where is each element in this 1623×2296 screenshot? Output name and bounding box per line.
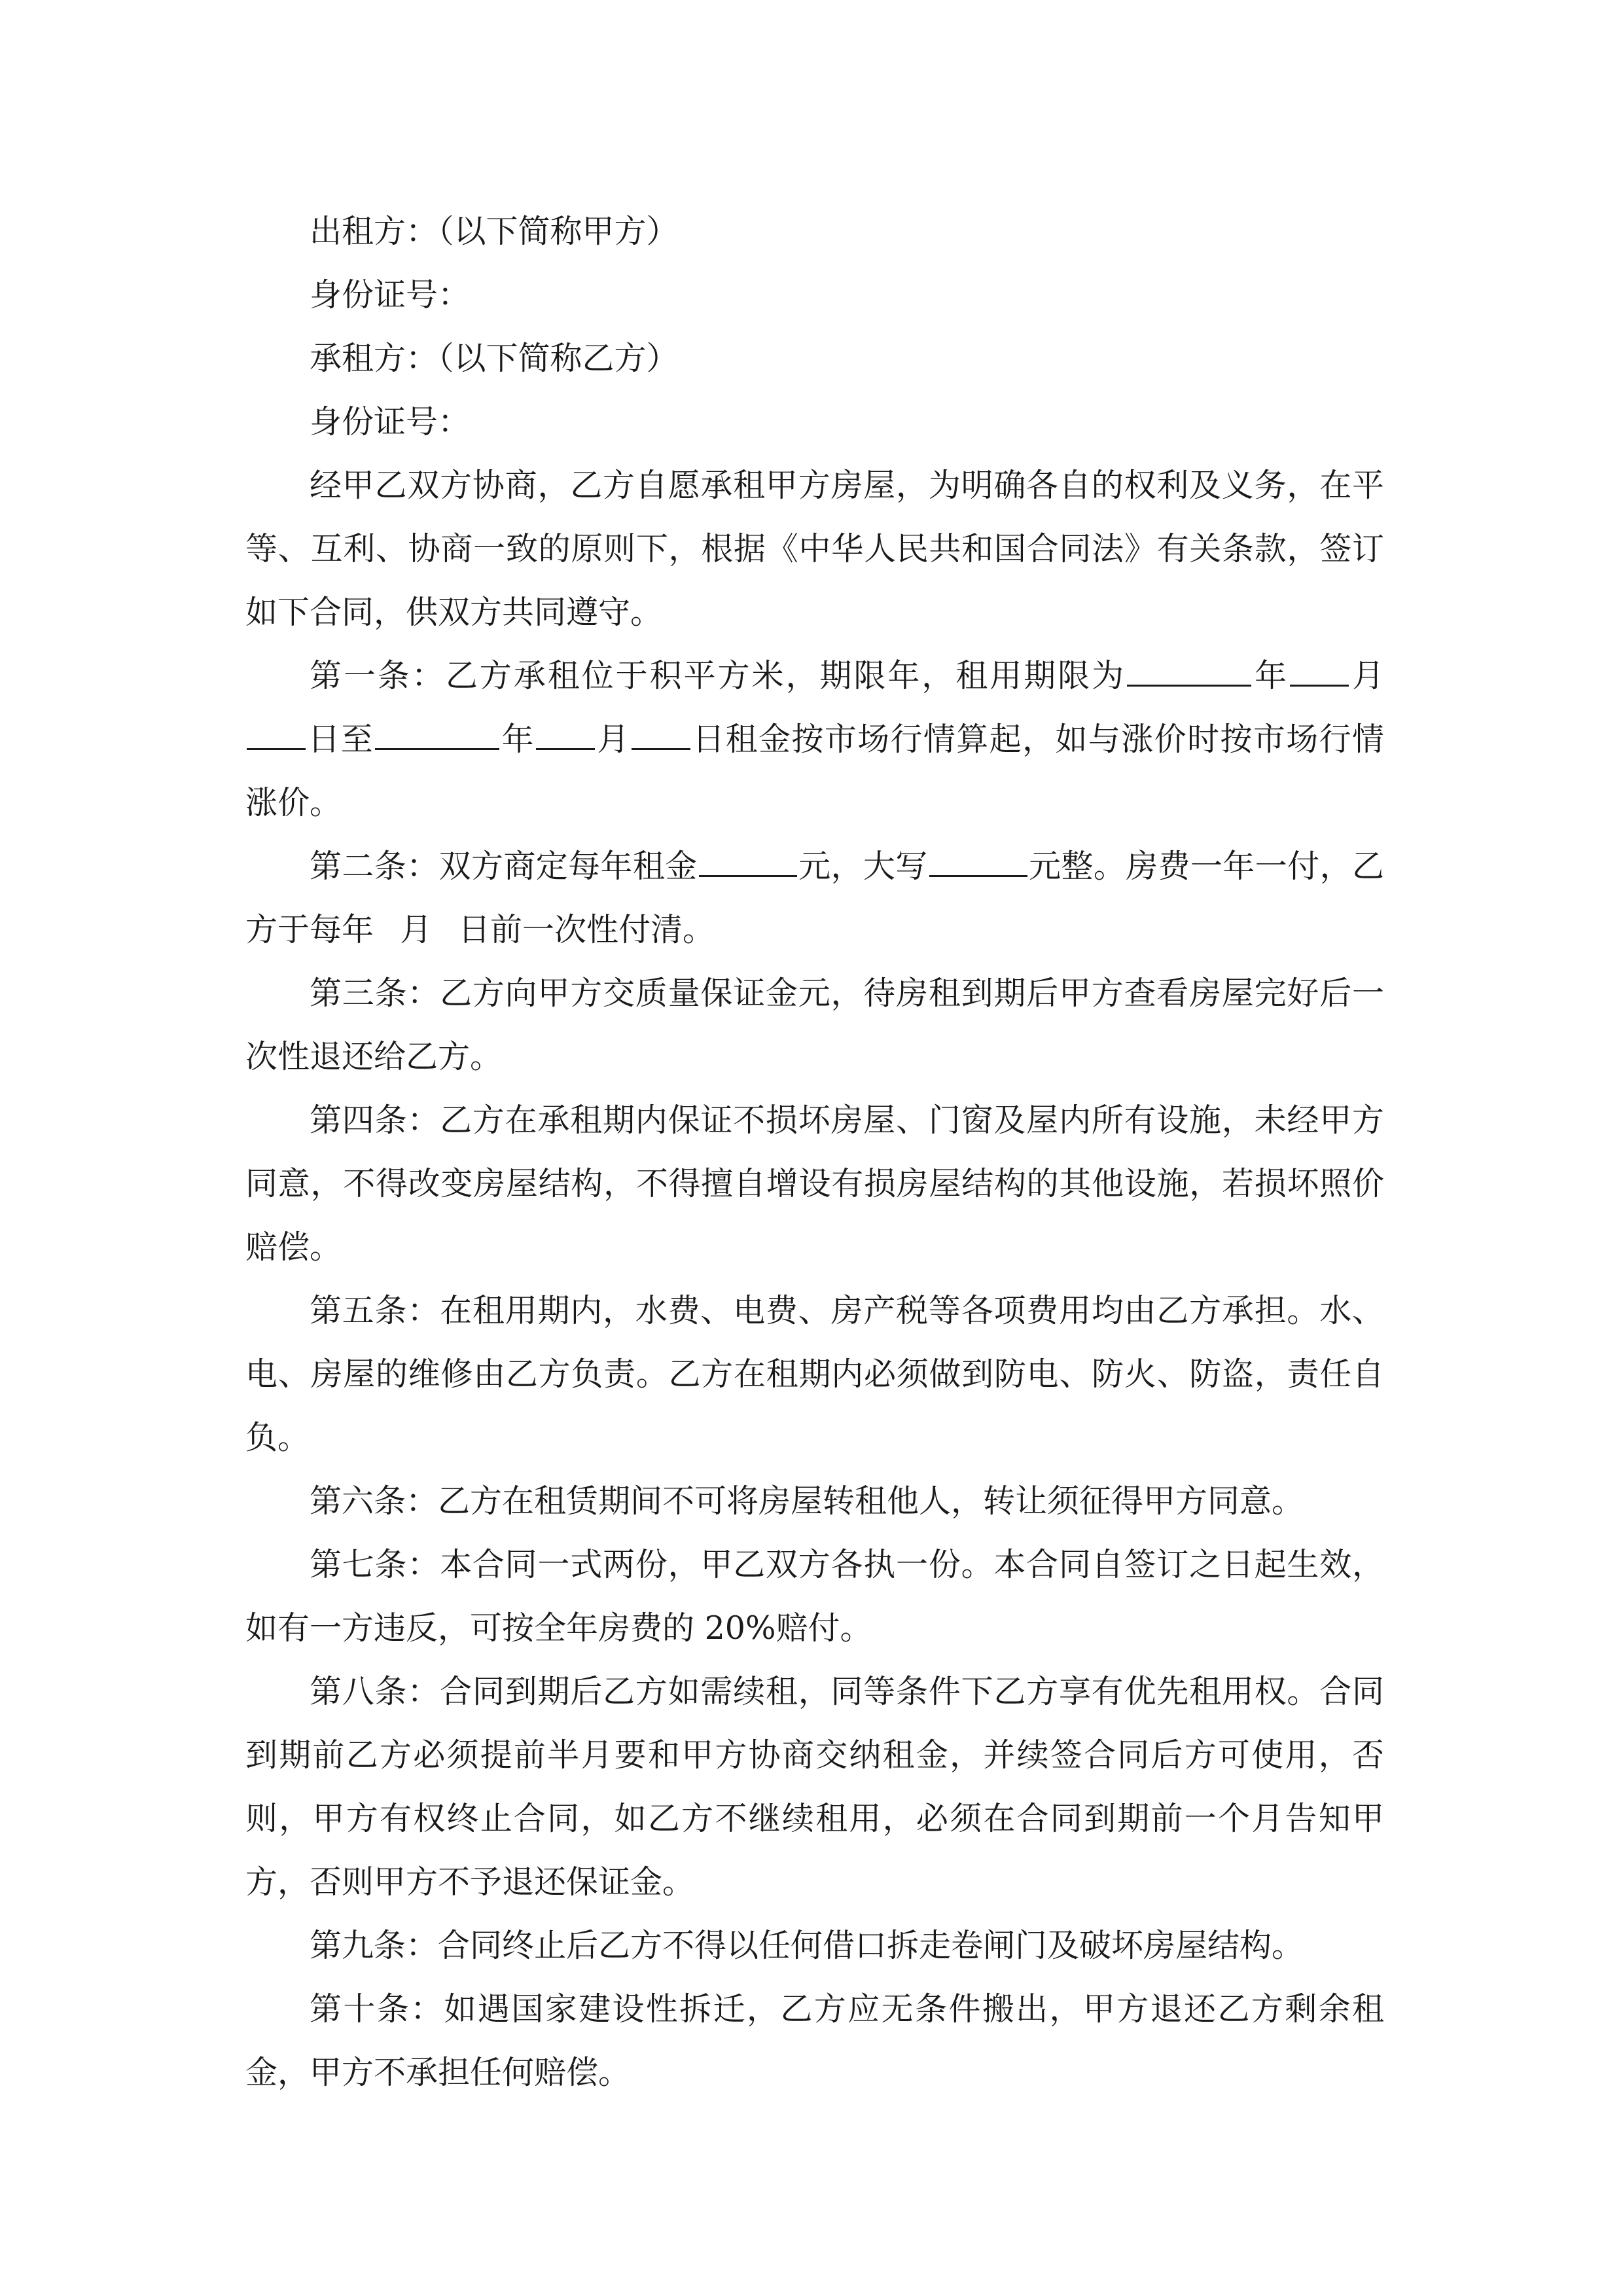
contract-body bbox=[245, 200, 1384, 2104]
article-5: 第五条：在租用期内，水费、电费、房产税等各项费用均由乙方承担。水、电、房屋的维修由乙方负责。乙方在租期内必须做到防电、防火、防盗，责任自负。 bbox=[245, 1292, 1384, 1456]
article-1-day-to-label: 日至 bbox=[307, 721, 374, 758]
blank-start-day bbox=[247, 709, 306, 750]
article-1-month-label-2: 月 bbox=[596, 721, 630, 758]
article-2-month-label: 月 bbox=[400, 911, 433, 948]
article-8: 第八条：合同到期后乙方如需续租，同等条件下乙方享有优先租用权。合同到期前乙方必须提前半月要和甲方协商交纳租金，并续签合同后方可使用，否则，甲方有权终止合同，如乙方不继续租用，必须在合同到期前一个月告知甲方，否则甲方不予退还保证金。 bbox=[245, 1673, 1384, 1901]
blank-start-month bbox=[1290, 645, 1349, 687]
article-2-text-a: 第二条：双方商定每年租金 bbox=[310, 848, 698, 885]
blank-rent-amount bbox=[699, 836, 797, 877]
article-2-yuan-label: 元，大写 bbox=[798, 848, 928, 885]
article-1-text-a: 第一条：乙方承租位于积平方米，期限年，租用期限为 bbox=[310, 657, 1126, 694]
article-4: 第四条：乙方在承租期内保证不损坏房屋、门窗及屋内所有设施，未经甲方同意，不得改变房屋结构，不得擅自增设有损房屋结构的其他设施，若损坏照价赔偿。 bbox=[245, 1102, 1384, 1266]
article-3: 第三条：乙方向甲方交质量保证金元，待房租到期后甲方查看房屋完好后一次性退还给乙方。 bbox=[245, 975, 1384, 1075]
article-2 bbox=[245, 834, 1384, 961]
article-1-year-label: 年 bbox=[1253, 657, 1289, 694]
article-1-month-label: 月 bbox=[1350, 657, 1384, 694]
blank-end-day bbox=[632, 709, 690, 750]
article-9: 第九条：合同终止后乙方不得以任何借口拆走卷闸门及破坏房屋结构。 bbox=[310, 1927, 1304, 1964]
lessor-id-line: 身份证号： bbox=[310, 276, 471, 314]
lessor-line: 出租方：（以下简称甲方） bbox=[310, 213, 679, 250]
article-1 bbox=[245, 644, 1384, 834]
preamble-paragraph: 经甲乙双方协商，乙方自愿承租甲方房屋，为明确各自的权利及义务，在平等、互利、协商一致的原则下，根据《中华人民共和国合同法》有关条款，签订如下合同，供双方共同遵守。 bbox=[245, 467, 1384, 631]
article-2-text-c: 日前一次性付清。 bbox=[458, 911, 715, 948]
article-7: 第七条：本合同一式两份，甲乙双方各执一份。本合同自签订之日起生效，如有一方违反，可按全年房费的 20%赔付。 bbox=[245, 1546, 1384, 1647]
article-1-year-label-2: 年 bbox=[501, 721, 535, 758]
article-1-text-b: 日租金按市场行情算起，如与涨价时按市场行情涨价。 bbox=[245, 721, 1384, 821]
blank-rent-amount-words bbox=[929, 836, 1027, 877]
blank-end-month bbox=[536, 709, 595, 750]
lessee-id-line: 身份证号： bbox=[310, 403, 471, 440]
article-10: 第十条：如遇国家建设性拆迁，乙方应无条件搬出，甲方退还乙方剩余租金，甲方不承担任何赔偿。 bbox=[245, 1990, 1384, 2091]
blank-end-year bbox=[375, 709, 499, 750]
lessee-line: 承租方：（以下简称乙方） bbox=[310, 340, 679, 377]
article-2-text-b: 元整。房费一年一付，乙方于每年 bbox=[245, 848, 1384, 948]
blank-start-year bbox=[1127, 645, 1251, 687]
article-6: 第六条：乙方在租赁期间不可将房屋转租他人，转让须征得甲方同意。 bbox=[310, 1482, 1304, 1520]
